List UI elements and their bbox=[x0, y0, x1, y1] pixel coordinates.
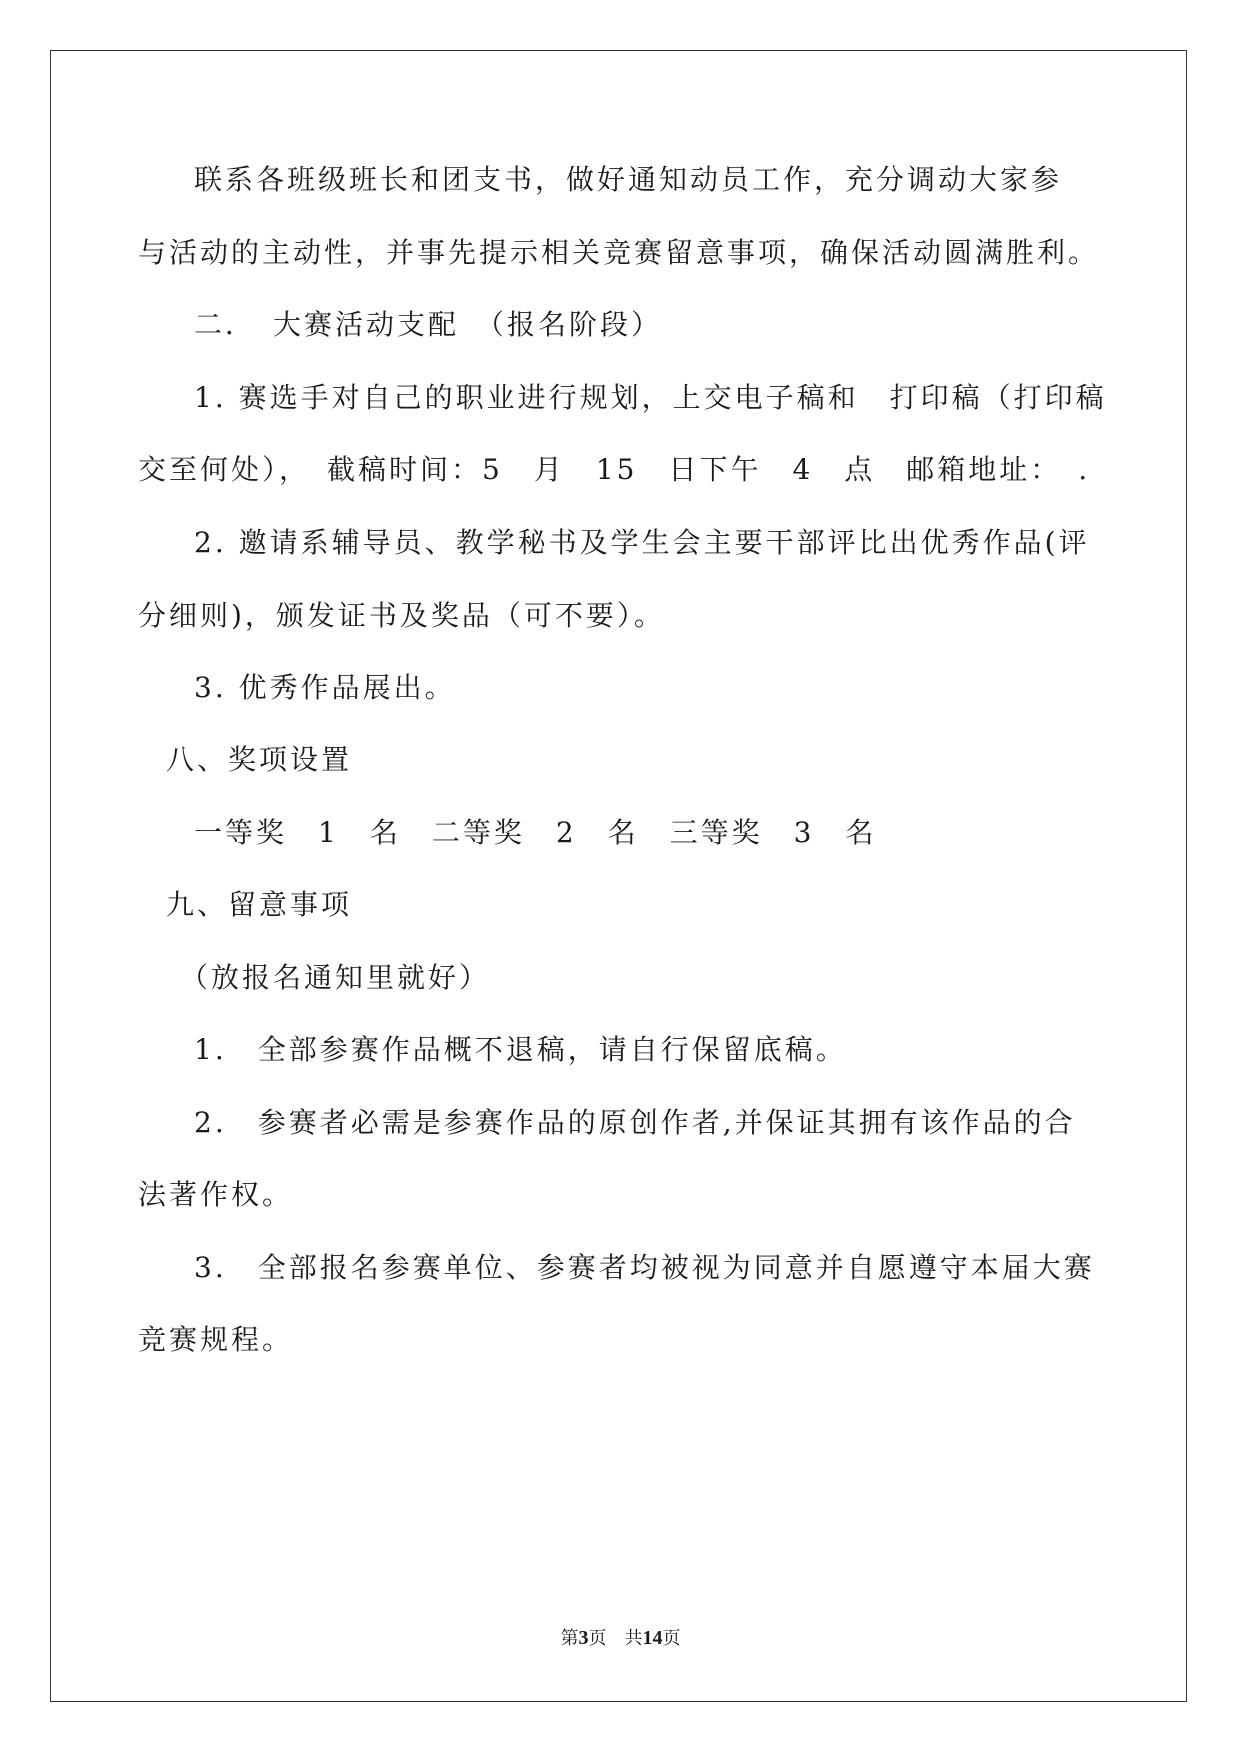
paragraph-line: 交至何处）， 截稿时间：5 月 15 日下午 4 点 邮箱地址： . bbox=[138, 453, 1091, 486]
total-page-number: 14 bbox=[642, 1627, 663, 1649]
paragraph-line: 1. 全部参赛作品概不退稿，请自行保留底稿。 bbox=[194, 1033, 847, 1066]
footer-mid: 页 共 bbox=[588, 1628, 643, 1649]
paragraph-line: 2. 邀请系辅导员、教学秘书及学生会主要干部评比出优秀作品(评 bbox=[194, 526, 1090, 559]
section-heading: 八、奖项设置 bbox=[166, 743, 353, 776]
paragraph-line: 分细则)，颁发证书及奖品（可不要）。 bbox=[138, 599, 665, 632]
section-heading: 二． 大赛活动支配 （报名阶段） bbox=[194, 308, 663, 341]
paragraph-line: 与活动的主动性，并事先提示相关竞赛留意事项，确保活动圆满胜利。 bbox=[138, 236, 1100, 269]
paragraph-line: 2. 参赛者必需是参赛作品的原创作者,并保证其拥有该作品的合 bbox=[194, 1106, 1076, 1139]
paragraph-line: 一等奖 1 名 二等奖 2 名 三等奖 3 名 bbox=[194, 816, 877, 849]
footer-suffix: 页 bbox=[662, 1628, 681, 1649]
section-heading: 九、留意事项 bbox=[166, 888, 353, 921]
page-footer bbox=[0, 1626, 1241, 1651]
current-page-number: 3 bbox=[578, 1627, 589, 1649]
paragraph-line: （放报名通知里就好） bbox=[180, 961, 491, 994]
footer-prefix: 第 bbox=[560, 1628, 579, 1649]
paragraph-line: 3. 优秀作品展出。 bbox=[194, 671, 456, 704]
paragraph-line: 3. 全部报名参赛单位、参赛者均被视为同意并自愿遵守本届大赛 bbox=[194, 1251, 1095, 1284]
page-border bbox=[50, 50, 1187, 1702]
paragraph-line: 竞赛规程。 bbox=[138, 1323, 294, 1356]
paragraph-line: 法著作权。 bbox=[138, 1178, 294, 1211]
paragraph-line: 1. 赛选手对自己的职业进行规划，上交电子稿和 打印稿（打印稿 bbox=[194, 381, 1107, 414]
paragraph-line: 联系各班级班长和团支书，做好通知动员工作，充分调动大家参 bbox=[194, 163, 1063, 196]
